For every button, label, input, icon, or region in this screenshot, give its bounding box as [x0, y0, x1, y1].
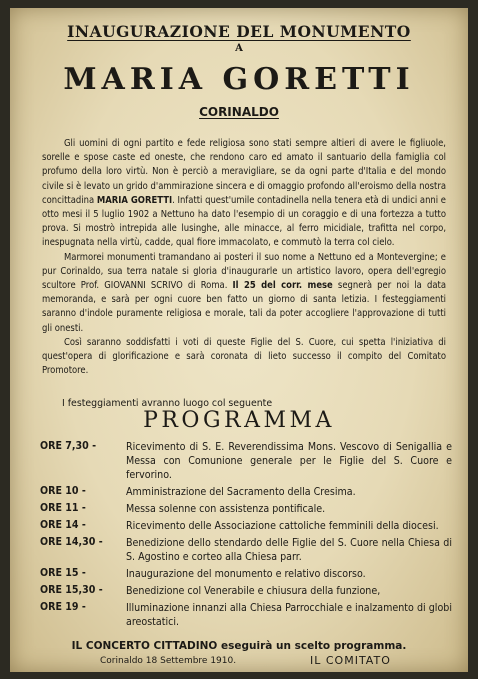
body-text [42, 137, 446, 378]
program-item [40, 536, 452, 564]
place-name: CORINALDO [199, 105, 279, 119]
program-item-text: Ricevimento di S. E. Reverendissima Mons. Vescovo di Senigallia e Messa con Comunione generale per le Figlie del S. Cuore e fervorino. [126, 441, 452, 481]
program-item [40, 519, 452, 533]
program-item-time: ORE 14 - [40, 519, 86, 531]
program-item-time: ORE 10 - [40, 485, 86, 497]
program-title: PROGRAMMA [143, 408, 335, 433]
program-item-time: ORE 14,30 - [40, 536, 103, 548]
paragraph-2 [42, 251, 446, 336]
paragraph-1-part-c: . Infatti quest'umile contadinella nella tenera età di undici anni e otto mesi il 5 luglio 1902 a Nettuno ha dato l'esempio di un coraggio e di una fortezza a tutto prova. Si mostrò intrepida alle lusinghe, alle minacce, al ferro micidiale, trafitta nel corpo, inespugnata nella virtù, cadde, qual fiore immacolato, e commutò la terra col cielo. [42, 194, 446, 249]
program-item-time: ORE 11 - [40, 502, 86, 514]
program-item-text: Benedizione col Venerabile e chiusura della funzione, [126, 585, 381, 597]
paragraph-2-part-c: segnerà per noi la data memoranda, e sarà per ogni cuore ben fatto un giorno di santa letizia. I festeggiamenti saranno d'indole puramente religiosa e morale, tali da poter accogliere l'approvazione di tutti gli onesti. [42, 280, 446, 334]
program-item-text: Amministrazione del Sacramento della Cresima. [126, 486, 356, 498]
poster-sheet [10, 8, 468, 672]
paragraph-1-part-a: Gli uomini di ogni partito e fede religiosa sono stati sempre altieri di avere le figliuole, sorelle e spose caste ed oneste, che rendono caro ed amato il santuario della famiglia col profumo della loro virtù. Non è perciò a meravigliare, se da ogni parte d'Italia e del mondo civile si è levato un grido d'ammirazione sincera e di omaggio profondo all'eroismo della nostra concittadina [42, 138, 446, 206]
program-item [40, 502, 452, 516]
program-item-text: Ricevimento delle Associazione cattoliche femminili della diocesi. [126, 520, 439, 532]
footer-date: Corinaldo 18 Settembre 1910. [100, 656, 237, 666]
honoree-name: MARIA GORETTI [63, 62, 415, 97]
program-item-time: ORE 19 - [40, 601, 86, 613]
program-item-text: Messa solenne con assistenza pontificale. [126, 503, 326, 515]
program-item-text: Illuminazione innanzi alla Chiesa Parrocchiale e inalzamento di globi areostatici. [126, 602, 452, 628]
program-item [40, 567, 452, 581]
title-preposition: A [235, 43, 243, 54]
paragraph-2-part-a: Marmorei monumenti tramandano ai posteri il suo nome a Nettuno ed a Montevergine; e pur Corinaldo, sua terra natale si gloria d'inaugurarle un artistico lavoro, opera dell'egregio scultore Prof. GIOVANNI SCRIVO di Roma. [42, 251, 446, 292]
program-item-text: Inaugurazione del monumento e relativo discorso. [126, 568, 366, 580]
program-item [40, 485, 452, 499]
event-title: INAUGURAZIONE DEL MONUMENTO [67, 22, 411, 41]
paragraph-1 [42, 137, 446, 251]
footer-signature: IL COMITATO [310, 654, 391, 667]
paragraph-3: Così saranno soddisfatti i voti di queste Figlie del S. Cuore, cui spetta l'iniziativa di quest'opera di glorificazione e sarà coronata di lieto successo il compito del Comitato Promotore. [42, 336, 446, 377]
concert-note: IL CONCERTO CITTADINO eseguirà un scelto programma. [71, 640, 407, 652]
program-intro: I festeggiamenti avranno luogo col seguente [62, 398, 273, 409]
program-list [40, 440, 452, 632]
program-item-time: ORE 15,30 - [40, 584, 103, 596]
program-item [40, 601, 452, 629]
program-item [40, 584, 452, 598]
program-item-text: Benedizione dello stendardo delle Figlie del S. Cuore nella Chiesa di S. Agostino e corteo alla Chiesa parr. [126, 537, 452, 563]
program-item [40, 440, 452, 482]
program-item-time: ORE 7,30 - [40, 440, 97, 452]
event-date-inline: Il 25 del corr. mese [232, 280, 333, 292]
program-item-time: ORE 15 - [40, 567, 86, 579]
honoree-name-inline: MARIA GORETTI [96, 194, 173, 206]
